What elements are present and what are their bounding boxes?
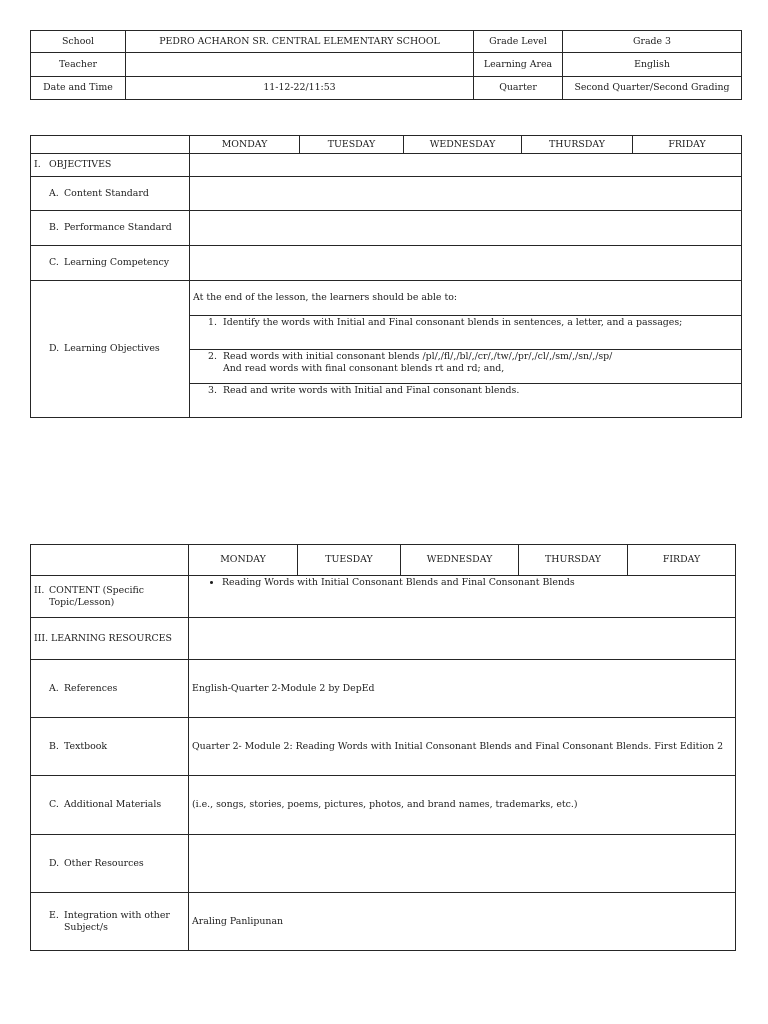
objectives-intro: At the end of the lesson, the learners should be able to: [190, 281, 742, 316]
day-tuesday: TUESDAY [298, 545, 401, 576]
content-topic-list [192, 577, 732, 589]
other-resources-value [189, 835, 736, 893]
row-label: Learning Competency [64, 257, 170, 269]
school-row [31, 31, 742, 53]
section-title: CONTENT (Specific Topic/Lesson) [49, 585, 144, 608]
row-letter: A. [49, 682, 59, 694]
row-label-cell [31, 246, 190, 281]
day-friday: FIRDAY [628, 545, 736, 576]
section-label-cell [31, 618, 189, 660]
table-row [31, 177, 742, 211]
objective-item-cell [190, 316, 742, 350]
school-info-table [30, 30, 742, 100]
day-wednesday: WEDNESDAY [401, 545, 519, 576]
section-number: I. [34, 159, 41, 171]
objective-line: Identify the words with Initial and Final consonant blends in sentences, a letter, and a passages; [223, 317, 683, 328]
row-letter: C. [49, 799, 59, 811]
day-header-row [31, 545, 736, 576]
row-letter: E. [49, 910, 59, 921]
objectives-table [30, 135, 742, 418]
quarter-value: Second Quarter/Second Grading [563, 77, 742, 100]
objective-number: 2. [208, 351, 217, 362]
learning-competency-cell [190, 246, 742, 281]
table-row [31, 776, 736, 835]
row-letter: D. [49, 857, 60, 869]
table-row [31, 246, 742, 281]
row-label-cell [31, 177, 190, 211]
performance-standard-cell [190, 211, 742, 246]
row-label-cell [31, 893, 189, 951]
row-label-cell [31, 281, 190, 418]
row-label-cell [31, 660, 189, 718]
references-value: English-Quarter 2-Module 2 by DepEd [189, 660, 736, 718]
row-label-cell [31, 211, 190, 246]
section-title: LEARNING RESOURCES [51, 632, 172, 644]
objective-number: 3. [208, 385, 217, 396]
table-row [31, 893, 736, 951]
date-time-row [31, 77, 742, 100]
corner-cell [31, 545, 189, 576]
row-label: Performance Standard [64, 222, 172, 234]
row-letter: B. [49, 740, 59, 752]
row-label: Learning Objectives [64, 343, 160, 355]
day-monday: MONDAY [190, 136, 300, 154]
section-content-cell [190, 154, 742, 177]
content-resources-table [30, 544, 736, 951]
corner-cell [31, 136, 190, 154]
learning-objectives-intro-row [31, 281, 742, 316]
objective-number: 1. [208, 317, 217, 328]
table-row [31, 718, 736, 776]
grade-level-value: Grade 3 [563, 31, 742, 53]
content-standard-cell [190, 177, 742, 211]
objective-line: And read words with final consonant blends rt and rd; and, [223, 362, 505, 374]
row-label: Content Standard [64, 187, 149, 199]
learning-area-value: English [563, 53, 742, 77]
teacher-value [126, 53, 474, 77]
learning-resources-section-row [31, 618, 736, 660]
day-thursday: THURSDAY [522, 136, 633, 154]
row-letter: A. [49, 187, 59, 199]
teacher-label: Teacher [31, 53, 126, 77]
section-label-cell [31, 576, 189, 618]
objectives-section-row [31, 154, 742, 177]
row-label-cell [31, 835, 189, 893]
content-topic-item: • Reading Words with Initial Consonant Blends and Final Consonant Blends [222, 577, 732, 589]
school-name: PEDRO ACHARON SR. CENTRAL ELEMENTARY SCHOOL [126, 31, 474, 53]
day-thursday: THURSDAY [519, 545, 628, 576]
day-header-row [31, 136, 742, 154]
objective-item-cell [190, 350, 742, 384]
row-label-cell [31, 776, 189, 835]
row-label: Integration with other Subject/s [64, 910, 170, 933]
date-time-label: Date and Time [31, 77, 126, 100]
objective-text [223, 351, 738, 374]
grade-level-label: Grade Level [474, 31, 563, 53]
table-row [31, 211, 742, 246]
learning-resources-cell [189, 618, 736, 660]
section-number: II. [34, 585, 45, 596]
objective-line: Read words with initial consonant blends /pl/,/fl/,/bl/,/cr/,/tw/,/pr/,/cl/,/sm/,/sn/,/sp/ [223, 351, 613, 362]
section-label-cell [31, 154, 190, 177]
table-row [31, 660, 736, 718]
row-letter: D. [49, 343, 60, 355]
objective-text [223, 317, 738, 329]
objective-text [223, 385, 738, 397]
teacher-row [31, 53, 742, 77]
row-label-cell [31, 718, 189, 776]
textbook-value: Quarter 2- Module 2: Reading Words with Initial Consonant Blends and Final Consonant Blends. First Edition 2 [189, 718, 736, 776]
section-number: III. [34, 632, 49, 644]
content-section-row [31, 576, 736, 618]
row-letter: B. [49, 222, 59, 234]
table-row [31, 835, 736, 893]
content-topic-cell [189, 576, 736, 618]
integration-value: Araling Panlipunan [189, 893, 736, 951]
school-label: School [31, 31, 126, 53]
objective-item-cell [190, 384, 742, 418]
row-letter: C. [49, 257, 59, 269]
learning-area-label: Learning Area [474, 53, 563, 77]
day-wednesday: WEDNESDAY [404, 136, 522, 154]
row-label: Additional Materials [64, 799, 162, 811]
day-friday: FRIDAY [633, 136, 742, 154]
objective-line: Read and write words with Initial and Final consonant blends. [223, 385, 520, 396]
row-label: References [64, 682, 118, 694]
date-time-value: 11-12-22/11:53 [126, 77, 474, 100]
row-label: Textbook [64, 740, 108, 752]
section-title: OBJECTIVES [49, 159, 112, 171]
row-label: Other Resources [64, 857, 144, 869]
day-monday: MONDAY [189, 545, 298, 576]
quarter-label: Quarter [474, 77, 563, 100]
day-tuesday: TUESDAY [300, 136, 404, 154]
additional-materials-value: (i.e., songs, stories, poems, pictures, photos, and brand names, trademarks, etc.) [189, 776, 736, 835]
